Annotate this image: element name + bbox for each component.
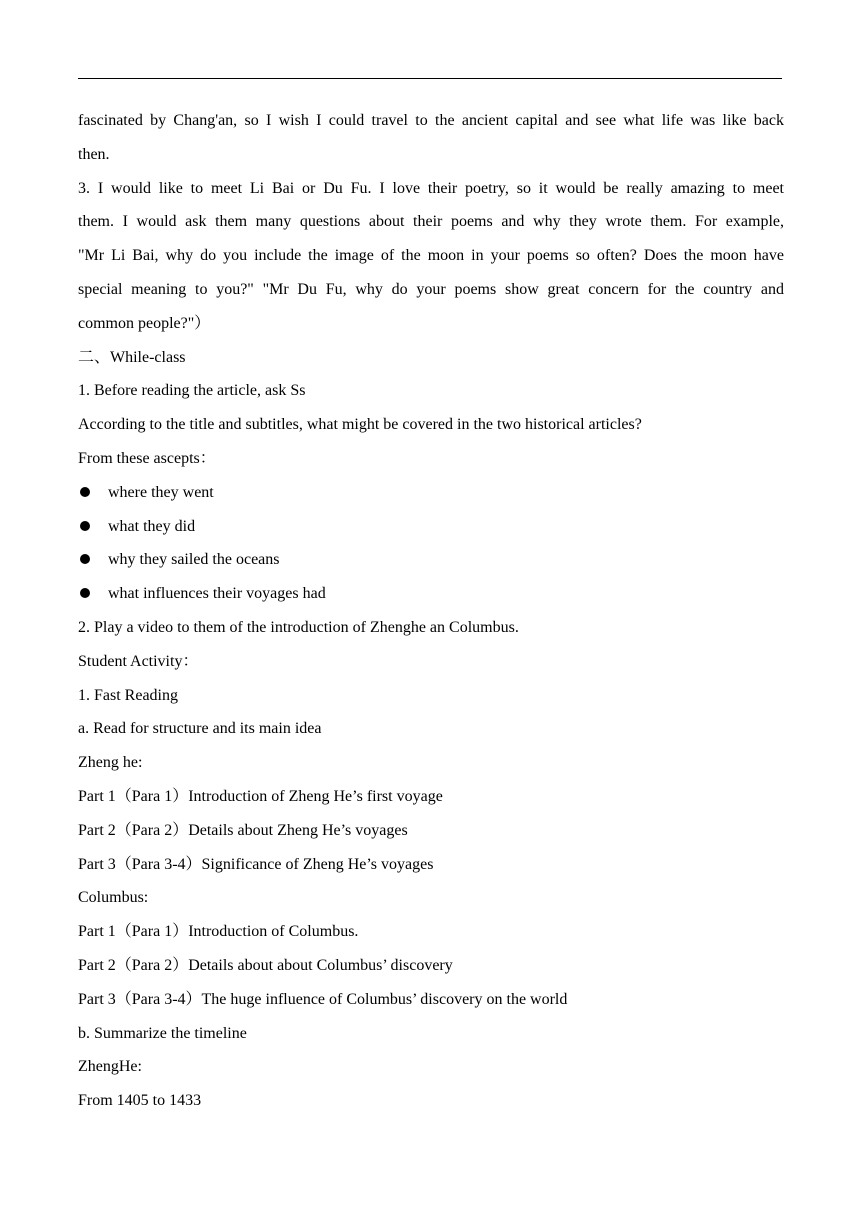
paragraph-line: b. Summarize the timeline <box>78 1024 247 1042</box>
paragraph-line: common people?"） <box>78 314 211 332</box>
paragraph-line: Zheng he: <box>78 754 143 772</box>
bullet-item <box>78 577 784 611</box>
bullet-dot-icon <box>80 521 90 531</box>
bullet-dot-icon <box>80 487 90 497</box>
paragraph-line: 1. Before reading the article, ask Ss <box>78 382 306 400</box>
bullet-text: what influences their voyages had <box>108 585 326 603</box>
paragraph-line: Part 1（Para 1）Introduction of Columbus. <box>78 923 359 941</box>
paragraph-line: 1. Fast Reading <box>78 686 178 704</box>
paragraph-line: From 1405 to 1433 <box>78 1092 202 1110</box>
section-heading: 二、While-class <box>78 348 186 366</box>
paragraph-line: Part 2（Para 2）Details about Zheng He’s voyages <box>78 821 408 839</box>
header-rule <box>78 78 782 79</box>
paragraph-line: 2. Play a video to them of the introduction of Zhenghe an Columbus. <box>78 618 519 636</box>
paragraph-line: Part 1（Para 1）Introduction of Zheng He’s first voyage <box>78 787 443 805</box>
paragraph-line: special meaning to you?" "Mr Du Fu, why do your poems show great concern for the country and <box>78 280 784 298</box>
paragraph-line: Part 3（Para 3-4）The huge influence of Columbus’ discovery on the world <box>78 990 568 1008</box>
paragraph-line: Part 3（Para 3-4）Significance of Zheng He’s voyages <box>78 855 434 873</box>
paragraph-line: then. <box>78 145 110 163</box>
document-body <box>78 104 784 1118</box>
paragraph-line: fascinated by Chang'an, so I wish I could travel to the ancient capital and see what life was like back <box>78 112 784 129</box>
bullet-item <box>78 510 784 544</box>
bullet-dot-icon <box>80 588 90 598</box>
bullet-item <box>78 543 784 577</box>
paragraph-line: them. I would ask them many questions about their poems and why they wrote them. For example, <box>78 213 784 231</box>
paragraph-line: Columbus: <box>78 889 149 907</box>
paragraph-line: From these ascepts： <box>78 449 216 467</box>
bullet-text: why they sailed the oceans <box>108 551 280 569</box>
paragraph-line: ZhengHe: <box>78 1058 142 1076</box>
bullet-text: what they did <box>108 517 196 535</box>
paragraph-line: Student Activity： <box>78 652 199 670</box>
bullet-text: where they went <box>108 483 214 501</box>
paragraph-line: a. Read for structure and its main idea <box>78 720 322 738</box>
paragraph-line: 3. I would like to meet Li Bai or Du Fu. I love their poetry, so it would be really amazing to meet <box>78 179 784 197</box>
paragraph-line: Part 2（Para 2）Details about about Columbus’ discovery <box>78 956 453 974</box>
paragraph-line: According to the title and subtitles, what might be covered in the two historical articles? <box>78 416 642 434</box>
bullet-item <box>78 476 784 510</box>
paragraph-line: "Mr Li Bai, why do you include the image of the moon in your poems so often? Does the moon have <box>78 247 784 265</box>
bullet-dot-icon <box>80 554 90 564</box>
